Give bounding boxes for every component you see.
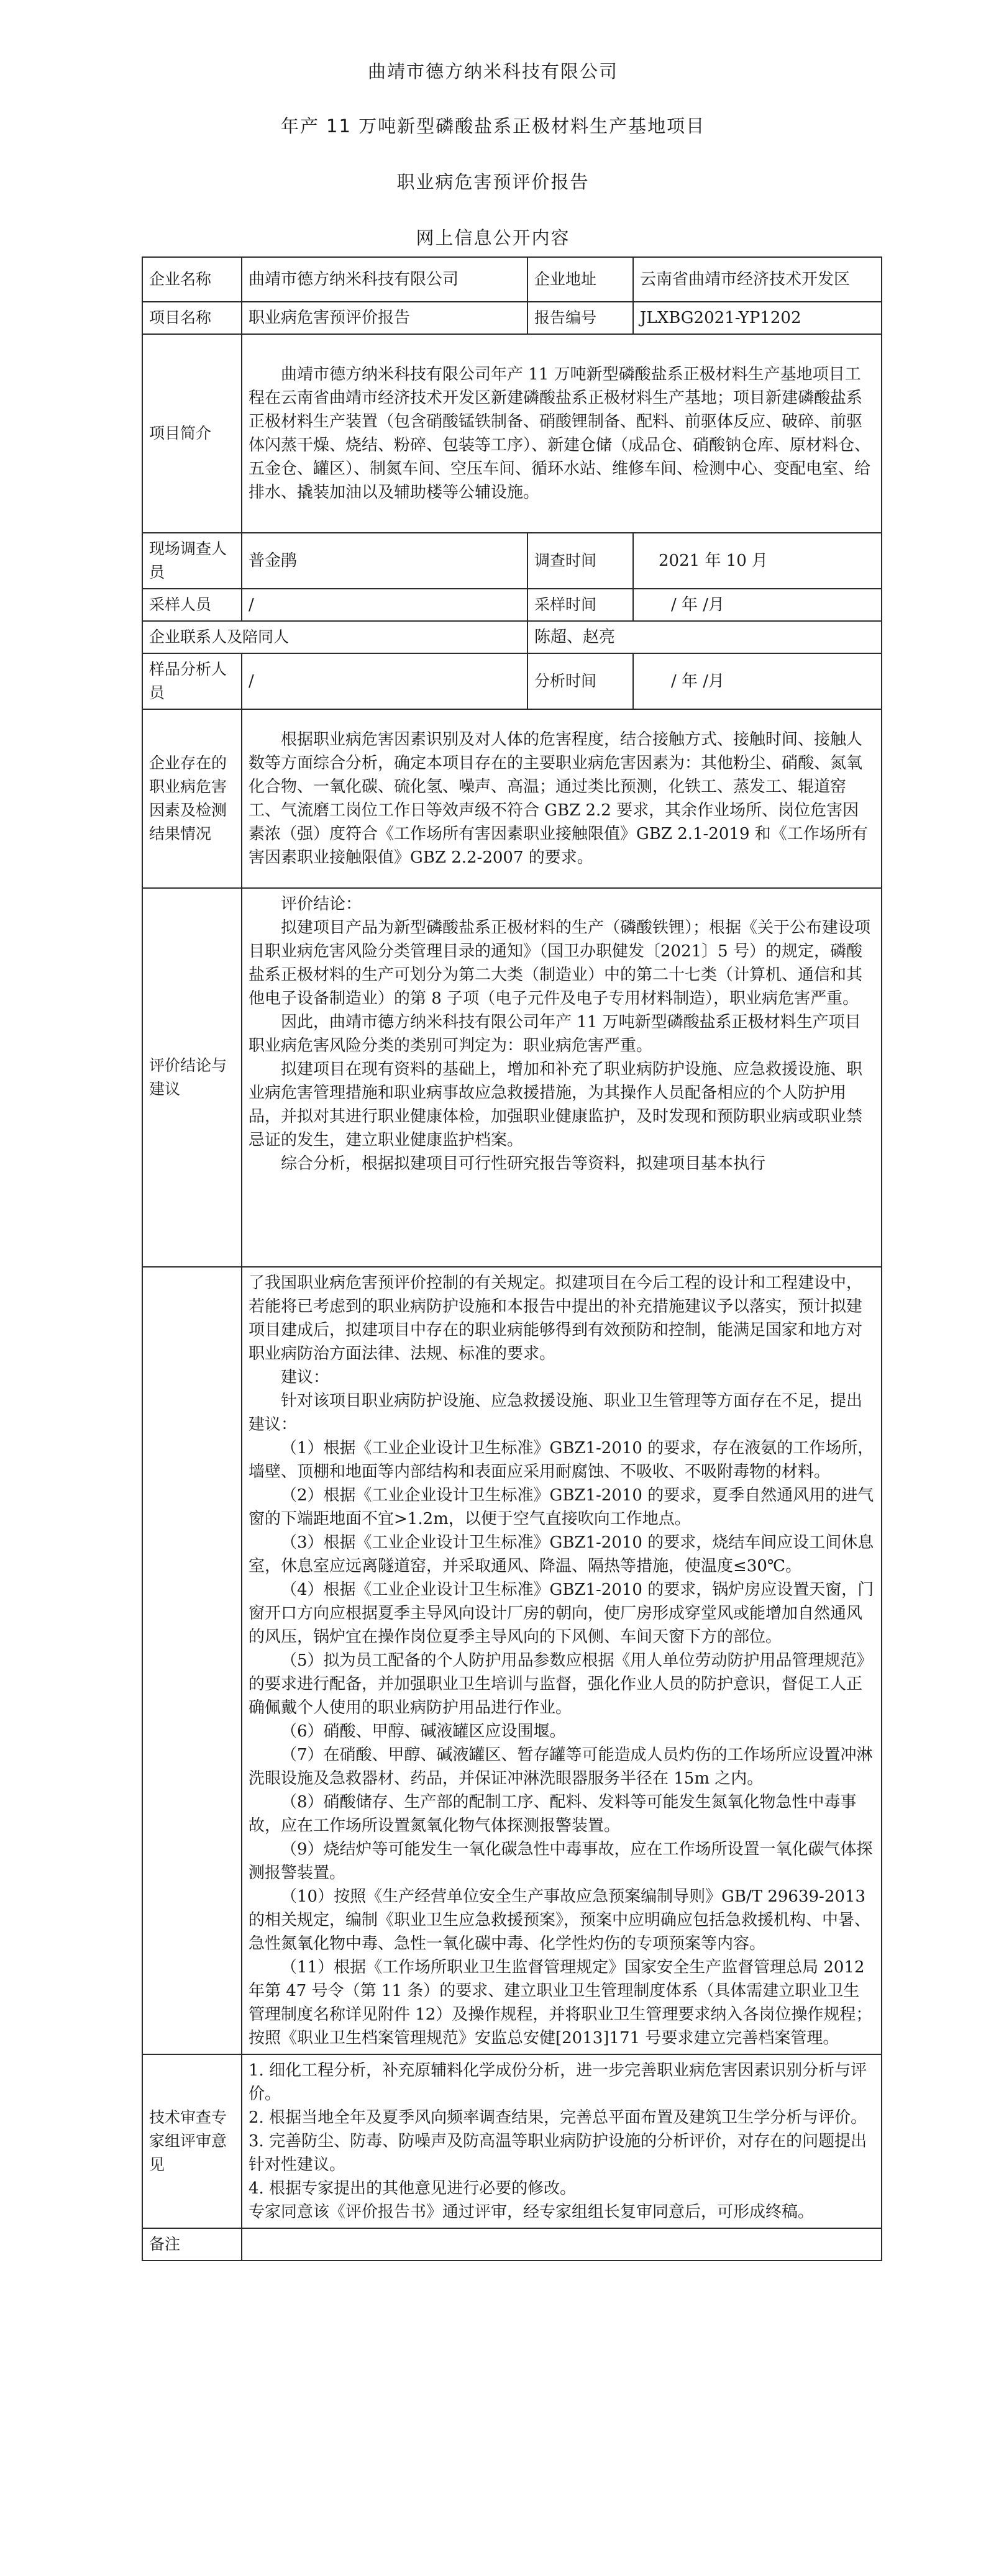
conclusion-para-2: 因此，曲靖市德方纳米科技有限公司年产 11 万吨新型磷酸盐系正极材料生产项目职业病危害风险分类的类别可判定为：职业病危害严重。 xyxy=(249,1013,861,1055)
survey-time-value: 2021 年 10 月 xyxy=(633,533,882,589)
row-company xyxy=(142,257,882,302)
conclusion-para-4: 综合分析，根据拟建项目可行性研究报告等资料，拟建项目基本执行 xyxy=(281,1154,766,1173)
notice-title: 网上信息公开内容 xyxy=(416,227,570,248)
analysis-label: 样品分析人员 xyxy=(142,653,242,709)
contact-value: 陈超、赵亮 xyxy=(527,621,882,653)
suggestion-7: （7）在硝酸、甲醇、碱液罐区、暂存罐等可能造成人员灼伤的工作场所应设置冲淋洗眼设施及急救器材、药品，并保证冲淋洗眼器服务半径在 15m 之内。 xyxy=(249,1746,873,1788)
intro-text: 曲靖市德方纳米科技有限公司年产 11 万吨新型磷酸盐系正极材料生产基地项目工程在云南省曲靖市经济技术开发区新建磷酸盐系正极材料生产基地；项目新建磷酸盐系正极材料生产装置（包含硝酸锰铁制备、硝酸锂制备、配料、前驱体反应、破碎、前驱体闪蒸干燥、烧结、粉碎、包装等工序）、新建仓储（成品仓、硝酸钠仓库、原材料仓、五金仓、罐区）、制氮车间、空压车间、循环水站、维修车间、检测中心、变配电室、给排水、撬装加油以及辅助楼等公辅设施。 xyxy=(249,365,871,502)
address-value: 云南省曲靖市经济技术开发区 xyxy=(633,257,882,302)
conclusion-para-1: 拟建项目产品为新型磷酸盐系正极材料的生产（磷酸铁锂）；根据《关于公布建设项目职业病危害风险分类管理目录的通知》（国卫办职健发〔2021〕5 号）的规定，磷酸盐系正极材料的生产可划分为第二大类（制造业）中的第二十七类（计算机、通信和其他电子设备制造业）的第 8 子项（电子元件及电子专用材料制造），职业病危害严重。 xyxy=(249,918,871,1008)
info-table xyxy=(142,256,882,2261)
survey-time-label: 调查时间 xyxy=(527,533,633,589)
row-intro xyxy=(142,334,882,533)
report-no-value: JLXBG2021-YP1202 xyxy=(633,302,882,334)
suggestion-heading: 建议： xyxy=(281,1368,330,1387)
row-conclusion-continued xyxy=(142,1267,882,2054)
review-item-3: 3. 完善防尘、防毒、防噪声及防高温等职业病防护设施的分析评价，对存在的问题提出针对性建议。 xyxy=(249,2132,867,2174)
analysis-value: / xyxy=(242,653,527,709)
survey-value: 普金鹃 xyxy=(242,533,527,589)
intro-label: 项目简介 xyxy=(142,334,242,533)
suggestion-2: （2）根据《工业企业设计卫生标准》GBZ1-2010 的要求，夏季自然通风用的进气窗的下端距地面不宜>1.2m，以便于空气直接吹向工作地点。 xyxy=(249,1486,874,1528)
remarks-label: 备注 xyxy=(142,2228,242,2261)
sampling-time-label: 采样时间 xyxy=(527,589,633,621)
suggestion-10: （10）按照《生产经营单位安全生产事故应急预案编制导则》GB/T 29639-2013 的相关规定，编制《职业卫生应急救援预案》，预案中应明确应包括急救援机构、中暑、急性氮氧化物中毒、急性一氧化碳中毒、化学性灼伤的专项预案等内容。 xyxy=(249,1887,871,1953)
conclusion-continued-label xyxy=(142,1267,242,2054)
conclusion-heading: 评价结论： xyxy=(281,895,362,914)
row-analysis xyxy=(142,653,882,709)
review-label: 技术审查专家组评审意见 xyxy=(142,2054,242,2228)
review-item-2: 2. 根据当地全年及夏季风向频率调查结果，完善总平面布置及建筑卫生学分析与评价。 xyxy=(249,2108,867,2127)
row-review xyxy=(142,2054,882,2228)
report-no-label: 报告编号 xyxy=(527,302,633,334)
row-contact xyxy=(142,621,882,653)
suggestion-1: （1）根据《工业企业设计卫生标准》GBZ1-2010 的要求，存在液氨的工作场所，墙壁、顶棚和地面等内部结构和表面应采用耐腐蚀、不吸收、不吸附毒物的材料。 xyxy=(249,1439,874,1481)
suggestion-intro: 针对该项目职业病防护设施、应急救援设施、职业卫生管理等方面存在不足，提出建议： xyxy=(249,1392,863,1434)
project-name-label: 项目名称 xyxy=(142,302,242,334)
company-title: 曲靖市德方纳米科技有限公司 xyxy=(367,61,618,82)
suggestion-6: （6）硝酸、甲醇、碱液罐区应设围堰。 xyxy=(281,1722,566,1741)
hazard-text: 根据职业病危害因素识别及对人体的危害程度，结合接触方式、接触时间、接触人数等方面综合分析，确定本项目存在的主要职业病危害因素为：其他粉尘、硝酸、氮氧化合物、一氧化碳、硫化氢、噪声、高温；通过类比预测，化铁工、蒸发工、辊道窑工、气流磨工岗位工作日等效声级不符合 GBZ 2.2 要求，其余作业场所、岗位危害因素浓（强）度符合《工作场所有害因素职业接触限值》GBZ 2.1-2019 和《工作场所有害因素职业接触限值》GBZ 2.2-2007 的要求。 xyxy=(249,730,868,867)
conclusion-para-3: 拟建项目在现有资料的基础上，增加和补充了职业病防护设施、应急救援设施、职业病危害管理措施和职业病事故应急救援措施，为其操作人员配备相应的个人防护用品，并拟对其进行职业健康体检，加强职业健康监护，及时发现和预防职业病或职业禁忌证的发生，建立职业健康监护档案。 xyxy=(249,1060,863,1150)
suggestion-9: （9）烧结炉等可能发生一氧化碳急性中毒事故，应在工作场所设置一氧化碳气体探测报警装置。 xyxy=(249,1840,873,1882)
company-label: 企业名称 xyxy=(142,257,242,302)
hazard-cell xyxy=(242,709,882,888)
project-name-value: 职业病危害预评价报告 xyxy=(242,302,527,334)
analysis-time-value: / 年 /月 xyxy=(633,653,882,709)
contact-label: 企业联系人及陪同人 xyxy=(142,621,527,653)
survey-label: 现场调查人员 xyxy=(142,533,242,589)
sampling-time-value: / 年 /月 xyxy=(633,589,882,621)
suggestion-cell xyxy=(242,1267,882,2054)
suggestion-11: （11）根据《工作场所职业卫生监督管理规定》国家安全生产监督管理总局 2012 年第 47 号令（第 11 条）的要求、建立职业卫生管理制度体系（具体需建立职业卫生管理制度名称详见附件 12）及操作规程，并将职业卫生管理要求纳入各岗位操作规程；按照《职业卫生档案管理规范》安监总安健[2013]171 号要求建立完善档案管理。 xyxy=(249,1958,872,2048)
analysis-time-label: 分析时间 xyxy=(527,653,633,709)
address-label: 企业地址 xyxy=(527,257,633,302)
intro-cell xyxy=(242,334,882,533)
hazard-label: 企业存在的职业病危害因素及检测结果情况 xyxy=(142,709,242,888)
remarks-value xyxy=(242,2228,882,2261)
suggestion-5: （5）拟为员工配备的个人防护用品参数应根据《用人单位劳动防护用品管理规范》的要求进行配备，并加强职业卫生培训与监督，强化作业人员的防护意识，督促工人正确佩戴个人使用的职业病防护用品进行作业。 xyxy=(249,1651,873,1717)
suggestion-4: （4）根据《工业企业设计卫生标准》GBZ1-2010 的要求，锅炉房应设置天窗，门窗开口方向应根据夏季主导风向设计厂房的朝向，使厂房形成穿堂风或能增加自然通风的风压，锅炉宜在操作岗位夏季主导风向的下风侧、车间天窗下方的部位。 xyxy=(249,1581,874,1646)
review-cell xyxy=(242,2054,882,2228)
conclusion-label: 评价结论与建议 xyxy=(142,888,242,1267)
sampling-label: 采样人员 xyxy=(142,589,242,621)
sampling-value: / xyxy=(242,589,527,621)
suggestion-8: （8）硝酸储存、生产部的配制工序、配料、发料等可能发生氮氧化物急性中毒事故，应在工作场所设置氮氧化物气体探测报警装置。 xyxy=(249,1793,857,1835)
review-item-1: 1. 细化工程分析，补充原辅料化学成份分析，进一步完善职业病危害因素识别分析与评价。 xyxy=(249,2061,867,2103)
suggestion-3: （3）根据《工业企业设计卫生标准》GBZ1-2010 的要求，烧结车间应设工间休息室，休息室应远离隧道窑，并采取通风、降温、隔热等措施，使温度≤30℃。 xyxy=(249,1533,874,1576)
report-title: 职业病危害预评价报告 xyxy=(396,171,590,193)
review-item-4: 4. 根据专家提出的其他意见进行必要的修改。 xyxy=(249,2179,577,2198)
row-project xyxy=(142,302,882,334)
row-hazard xyxy=(142,709,882,888)
row-survey xyxy=(142,533,882,589)
row-conclusion xyxy=(142,888,882,1267)
row-sampling xyxy=(142,589,882,621)
conclusion-continued-text: 了我国职业病危害预评价控制的有关规定。拟建项目在今后工程的设计和工程建设中，若能将已考虑到的职业病防护设施和本报告中提出的补充措施建议予以落实，预计拟建项目建成后，拟建项目中存在的职业病能够得到有效预防和控制，能满足国家和地方对职业病防治方面法律、法规、标准的要求。 xyxy=(249,1274,863,1363)
conclusion-cell xyxy=(242,888,882,1267)
company-value: 曲靖市德方纳米科技有限公司 xyxy=(242,257,527,302)
project-title: 年产 11 万吨新型磷酸盐系正极材料生产基地项目 xyxy=(280,116,706,137)
review-item-5: 专家同意该《评价报告书》通过评审，经专家组组长复审同意后，可形成终稿。 xyxy=(249,2203,815,2221)
row-remarks xyxy=(142,2228,882,2261)
document-header xyxy=(0,59,986,250)
